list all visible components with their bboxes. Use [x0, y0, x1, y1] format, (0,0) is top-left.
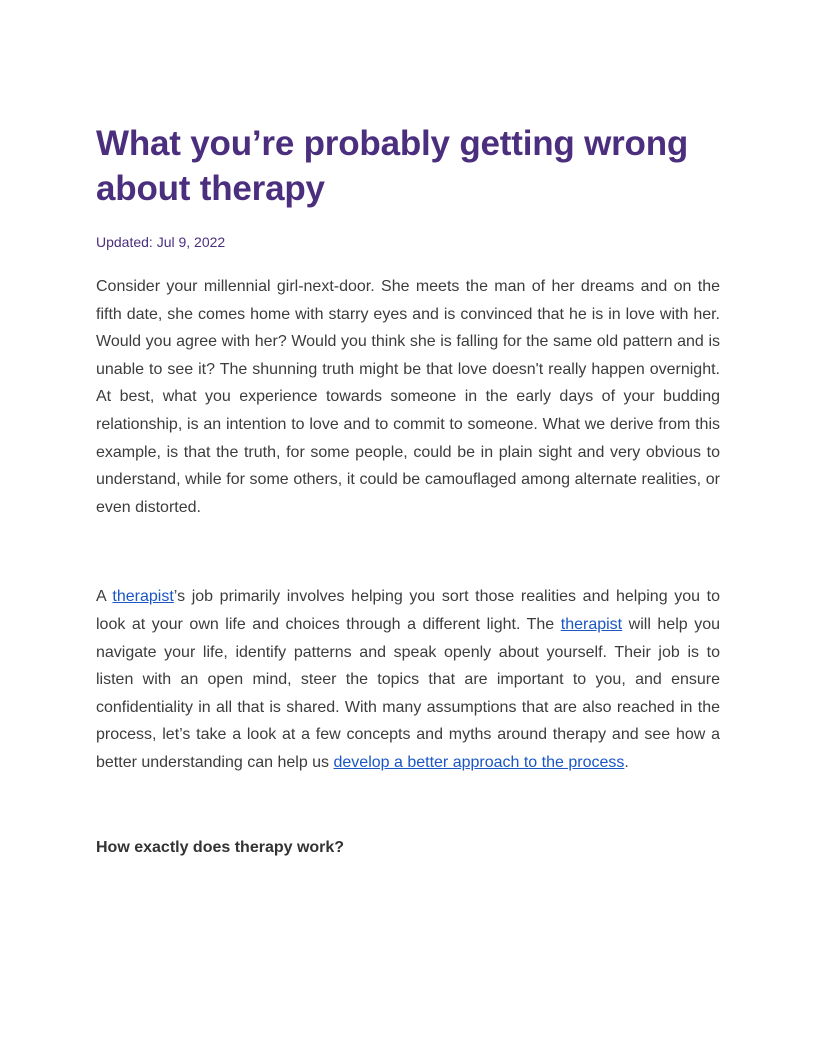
paragraph-text: ’s job primarily involves helping you sort those realities and helping you to look at your own life and choices through a different light. The [96, 588, 720, 633]
section-heading: How exactly does therapy work? [96, 838, 345, 856]
article [96, 121, 720, 859]
paragraph-text: will help you navigate your life, identify patterns and speak openly about yourself. Their job is to listen with an open mind, steer the topics that are important to you, and ensure confidentiality in all that is shared. With many assumptions that are also reached in the process, let’s take a look at a few concepts and myths around therapy and see how a better understanding can help us [96, 615, 720, 771]
therapist-paragraph [96, 583, 720, 776]
better-approach-link[interactable]: develop a better approach to the process [333, 753, 625, 771]
article-title: What you’re probably getting wrong about therapy [96, 124, 689, 208]
paragraph-text: . [624, 753, 629, 771]
therapist-link-2[interactable]: therapist [560, 615, 623, 633]
therapist-link[interactable]: therapist [112, 588, 174, 606]
intro-paragraph: Consider your millennial girl-next-door. She meets the man of her dreams and on the fifth date, she comes home with starry eyes and is convinced that he is in love with her. Would you agree with her? Would you think she is falling for the same old pattern and is unable to see it? The shunning truth might be that love doesn't really happen overnight. At best, what you experience towards someone in the early days of your budding relationship, is an intention to love and to commit to someone. What we derive from this example, is that the truth, for some people, could be in plain sight and very obvious to understand, while for some others, it could be camouflaged among alternate realities, or even distorted. [96, 278, 720, 516]
updated-date: Updated: Jul 9, 2022 [96, 234, 226, 250]
paragraph-text: A [96, 588, 113, 606]
